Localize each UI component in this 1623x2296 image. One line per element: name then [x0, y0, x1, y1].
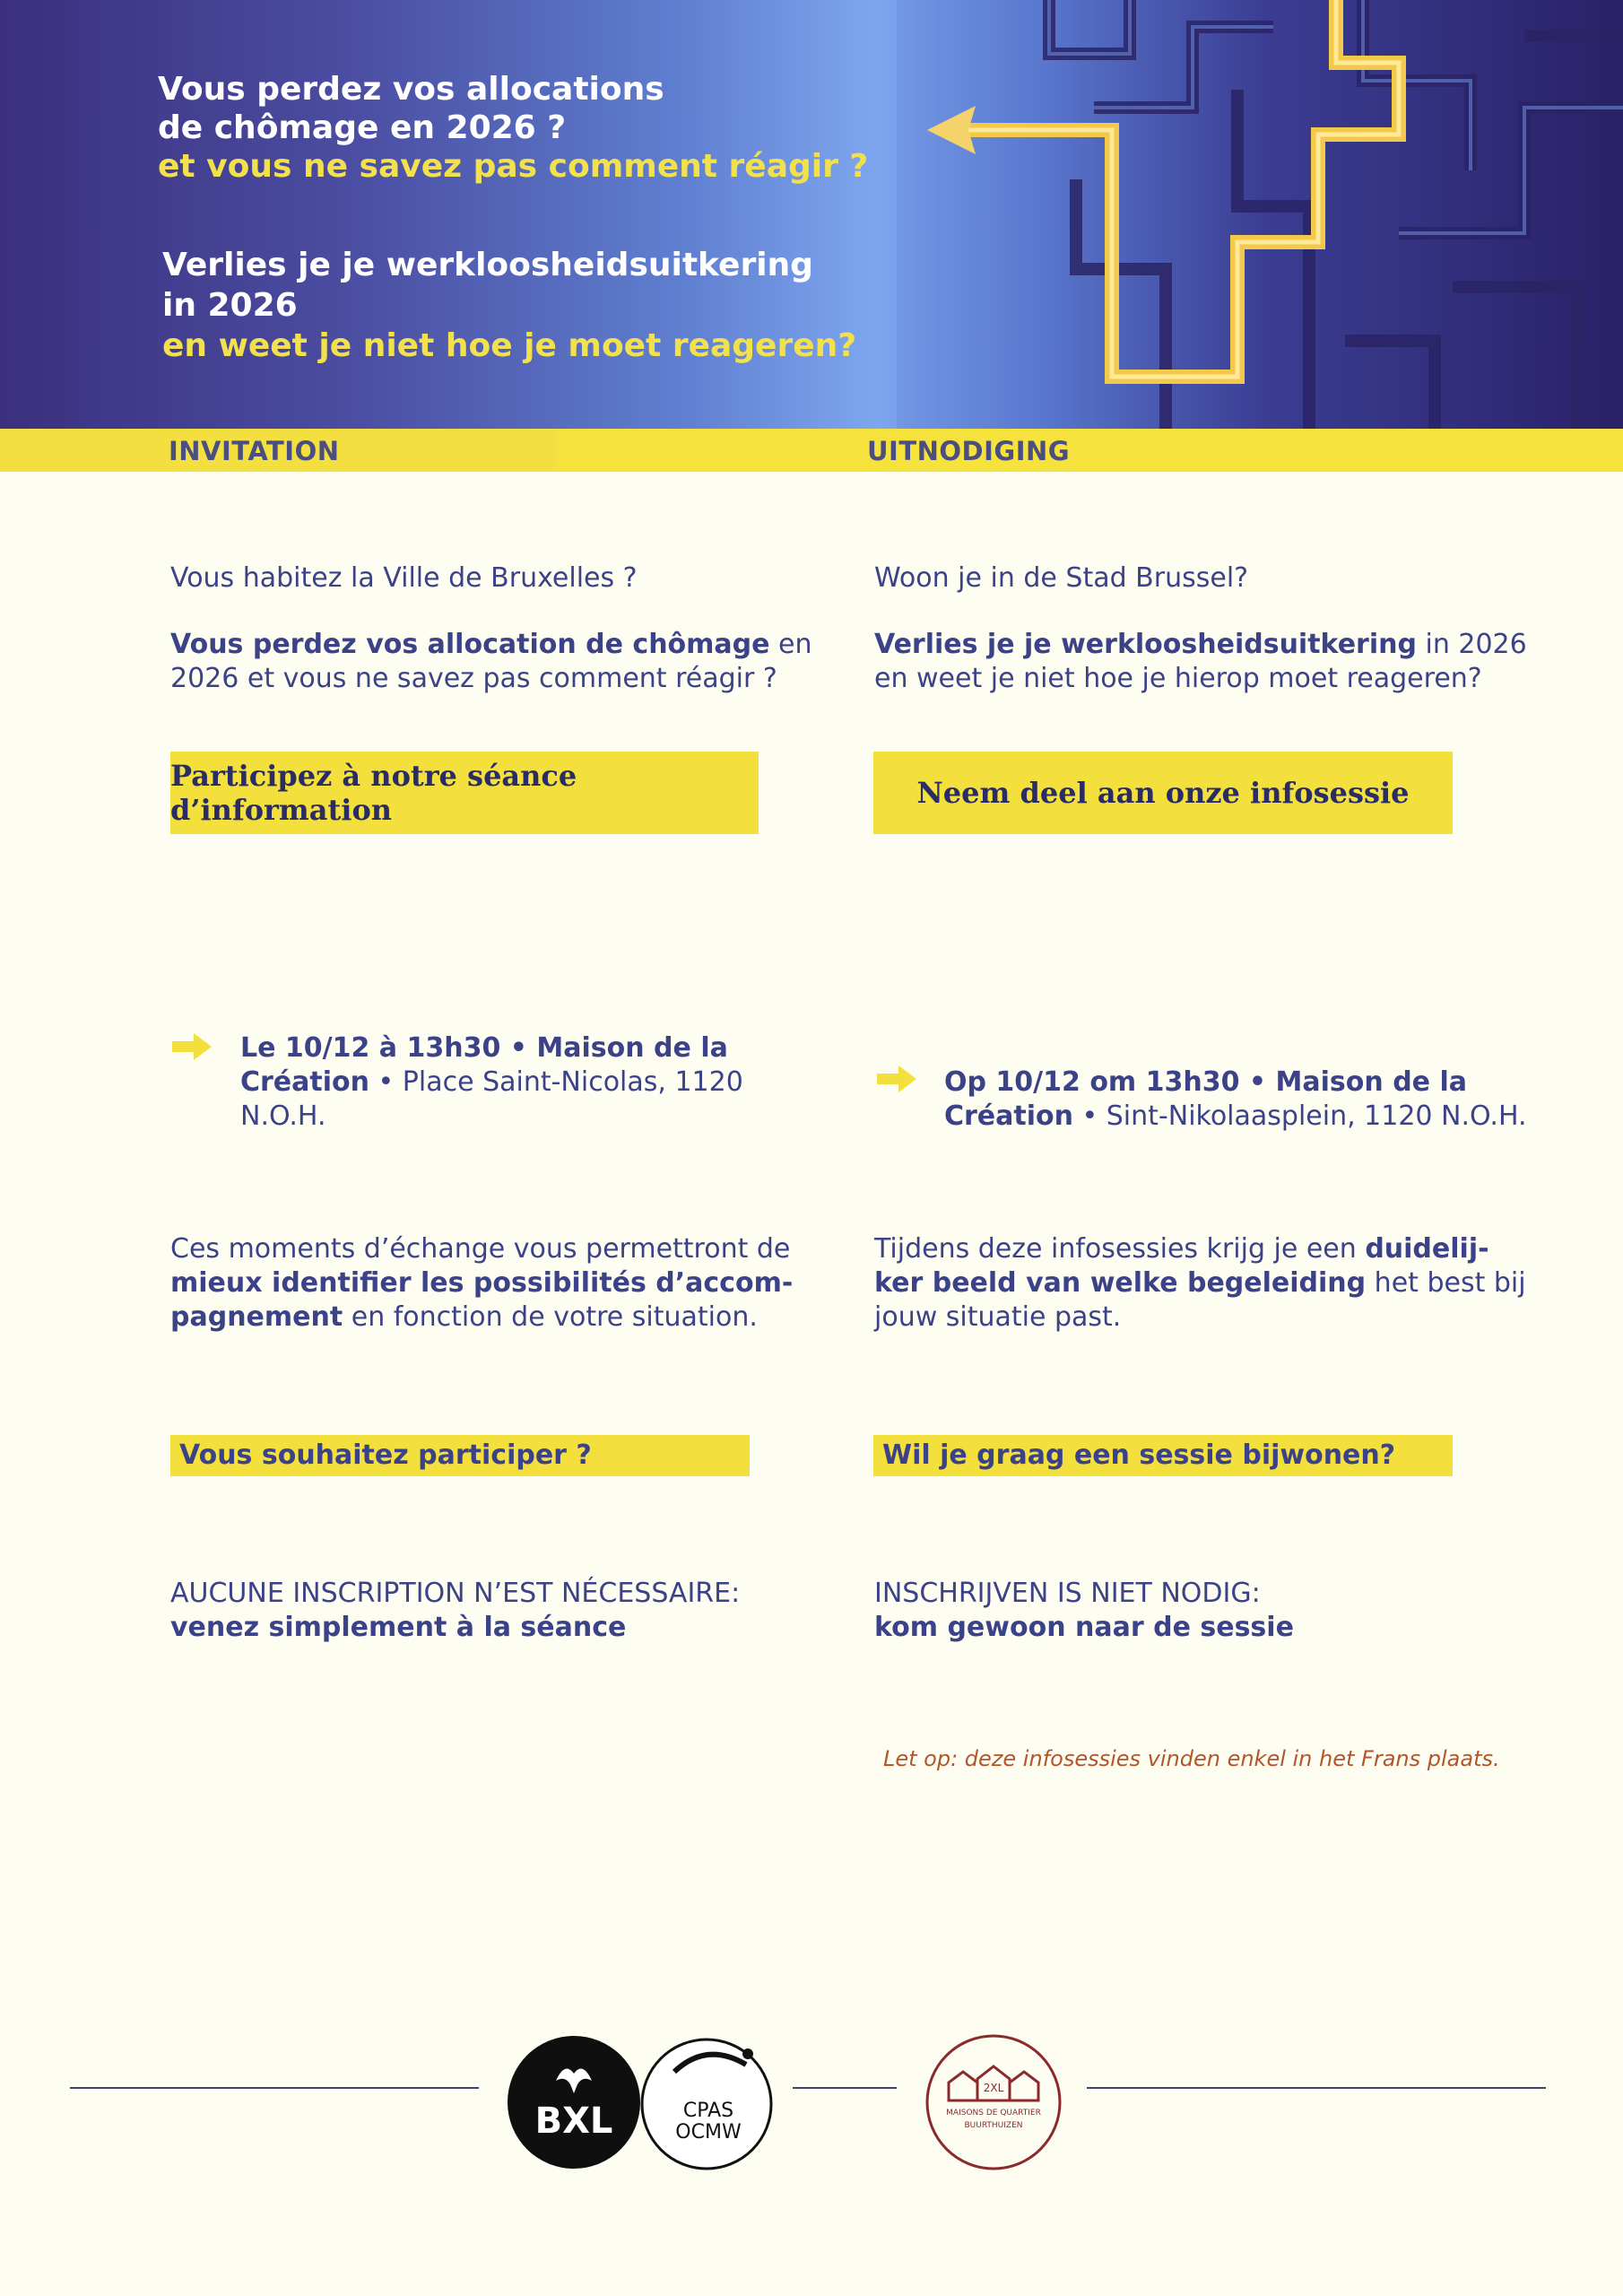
hero-headline-nl — [162, 245, 856, 366]
fr-arrow-icon — [172, 1033, 212, 1060]
nl-reg-line1: INSCHRIJVEN IS NIET NODIG: — [874, 1578, 1261, 1609]
nl-reg-line2: kom gewoon naar de sessie — [874, 1612, 1294, 1643]
fr-desc-bold2: mieux identifier les possibilités d’accom- — [170, 1267, 794, 1299]
mq-line2: BUURTHUIZEN — [964, 2121, 1023, 2130]
nl-desc-line1: Tijdens deze infosessies krijg je een — [874, 1233, 1366, 1265]
fr-question-2-line2: 2026 et vous ne savez pas comment réagir ? — [170, 663, 777, 694]
nl-desc-bold1: duidelij- — [1365, 1233, 1489, 1265]
nl-registration — [874, 1577, 1294, 1645]
nl-question-2-rest: in 2026 — [1416, 629, 1527, 660]
nl-cta-button: Neem deel aan onze infosessie — [873, 752, 1453, 834]
fr-cta-button: Participez à notre séance d’information — [170, 752, 759, 834]
fr-question-1: Vous habitez la Ville de Bruxelles ? — [170, 562, 638, 594]
nl-question-2-bold: Verlies je je werkloosheidsuitkering — [874, 629, 1417, 660]
nl-event-address: • Sint-Nikolaasplein, 1120 N.O.H. — [1073, 1100, 1527, 1132]
nl-participate-tag: Wil je graag een sessie bijwonen? — [873, 1435, 1453, 1476]
hero-headline-fr — [158, 70, 868, 186]
fr-participate-tag: Vous souhaitez participer ? — [170, 1435, 750, 1476]
fr-event-details — [240, 1031, 743, 1134]
fr-event-address: • Place Saint-Nicolas, 1120 — [369, 1066, 743, 1098]
bxl-logo-text: BXL — [534, 2100, 613, 2142]
fr-registration — [170, 1577, 740, 1645]
fr-desc-line1: Ces moments d’échange vous permettront de — [170, 1233, 791, 1265]
fr-event-place: Création — [240, 1066, 369, 1098]
maze-illustration — [897, 0, 1623, 429]
fr-reg-line1: AUCUNE INSCRIPTION N’EST NÉCESSAIRE: — [170, 1578, 741, 1609]
fr-reg-line2: venez simplement à la séance — [170, 1612, 627, 1643]
bxl-logo — [506, 2034, 642, 2170]
hero-nl-line1: Verlies je je werkloosheidsuitkering — [162, 247, 813, 283]
hero-fr-line3: et vous ne savez pas comment réagir ? — [158, 148, 869, 185]
uitnodiging-label: UITNODIGING — [867, 436, 1071, 466]
mq-small-text: 2XL — [983, 2082, 1004, 2094]
cpas-ocmw-logo — [638, 2032, 778, 2172]
cpas-line1: CPAS — [682, 2100, 734, 2122]
nl-event-details — [944, 1065, 1527, 1134]
footer-rule-right — [1087, 2087, 1546, 2089]
nl-desc-rest2: het best bij — [1366, 1267, 1526, 1299]
nl-desc-bold2: ker beeld van welke begeleiding — [874, 1267, 1367, 1299]
cpas-dot-icon — [742, 2048, 753, 2059]
nl-question-2-line2: en weet je niet hoe je hierop moet reageren? — [874, 663, 1482, 694]
hero-fr-line2: de chômage en 2026 ? — [158, 109, 567, 146]
invitation-label: INVITATION — [169, 436, 340, 466]
fr-question-2-bold: Vous perdez vos allocation de chômage — [170, 629, 770, 660]
nl-event-place: Création — [944, 1100, 1073, 1132]
hero-nl-line2: in 2026 — [162, 287, 298, 324]
fr-event-line3: N.O.H. — [240, 1100, 326, 1132]
nl-event-line1: Op 10/12 om 13h30 • Maison de la — [944, 1066, 1467, 1098]
fr-description — [170, 1232, 793, 1335]
fr-question-2-rest: en — [769, 629, 812, 660]
nl-question-2 — [874, 628, 1527, 696]
nl-desc-line3: jouw situatie past. — [874, 1301, 1122, 1333]
fr-desc-bold3: pagnement — [170, 1301, 343, 1333]
hero-nl-line3: en weet je niet hoe je moet reageren? — [162, 327, 857, 364]
maisons-de-quartier-logo — [924, 2032, 1063, 2172]
nl-question-1: Woon je in de Stad Brussel? — [874, 562, 1249, 594]
uitnodiging-band — [558, 429, 1623, 472]
nl-description — [874, 1232, 1526, 1335]
fr-event-line1: Le 10/12 à 13h30 • Maison de la — [240, 1032, 728, 1064]
fr-desc-rest3: en fonction de votre situation. — [343, 1301, 758, 1333]
cpas-line2: OCMW — [675, 2121, 742, 2144]
fr-question-2 — [170, 628, 812, 696]
footer-rule-left — [70, 2087, 479, 2089]
hero-banner — [0, 0, 1623, 429]
footer-rule-middle — [793, 2087, 897, 2089]
nl-arrow-icon — [877, 1065, 916, 1092]
hero-fr-line1: Vous perdez vos allocations — [158, 71, 664, 108]
nl-language-note: Let op: deze infosessies vinden enkel in het Frans plaats. — [883, 1746, 1500, 1771]
mq-line1: MAISONS DE QUARTIER — [946, 2109, 1041, 2118]
